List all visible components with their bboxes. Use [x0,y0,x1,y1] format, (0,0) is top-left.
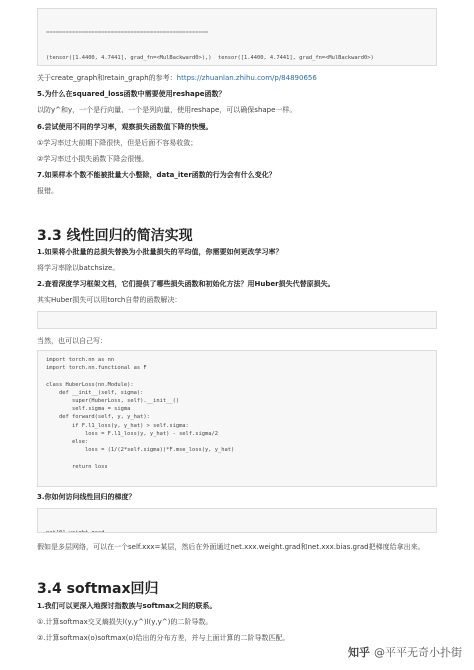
section34-answer-1: ①.计算softmax交叉熵损失l(y,y^)l(y,y^)的二阶导数。 [37,618,213,626]
section33-question-1: 1.如果将小批量的总损失替换为小批量损失的平均值，你需要如何更改学习率？ [37,248,283,256]
code-line: else: [46,439,89,446]
code-line: class HuberLoss(nn.Module): [46,381,134,388]
section33-question-2: 2.查看深度学习框架文档，它们提供了哪些损失函数和初始化方法？用Huber损失代替原损失。 [37,280,335,288]
reference-prefix: 关于create_graph和retain_graph的参考： [37,74,177,82]
question-7: 7.如果样本个数不能被批量大小整除，data_iter函数的行为会有什么变化？ [37,171,276,179]
self-write-note: 当然，也可以自己写： [37,337,107,345]
code-line [46,529,428,533]
code-line: loss = F.l1_loss(y, y_hat) - self.sigma/2 [46,430,219,437]
code-line: import torch.nn.functional as F [46,365,147,372]
zhihu-logo: 知乎 [348,646,370,659]
output-code-block [37,8,437,66]
section33-answer-1: 将学习率除以batchsize。 [37,264,120,272]
section-heading-3-3: 3.3 线性回归的简洁实现 [37,228,193,244]
reference-link[interactable]: https://zhuanlan.zhihu.com/p/84890656 [176,74,317,82]
code-line: def forward(self, y, y_hat): [46,414,150,421]
code-block-huber-loss [37,350,437,487]
code-line [46,372,428,380]
answer-6-item-2: ②学习率过小损失函数下降会很慢。 [37,155,149,163]
section33-answer-3: 假如是多层网络，可以在一个self.xxx=某层，然后在外面通过net.xxx.weight.grad和net.xxx.bias.grad把梯度给拿出来。 [37,543,425,551]
code-line: if F.l1_loss(y, y_hat) > self.sigma: [46,422,189,429]
section34-answer-2: ②.计算softmax(o)softmax(o)给出的分布方差，并与上面计算的二阶导数匹配。 [37,634,290,642]
huber-intro: 其实Huber损失可以用torch自带的函数解决： [37,296,182,304]
code-line: return loss [46,463,108,470]
code-line: self.sigma = sigma [46,406,131,413]
code-block-grad [37,508,437,533]
section-heading-3-4: 3.4 softmax回归 [37,581,159,597]
code-line: loss = (1/(2*self.sigma))*F.mse_loss(y, y_hat) [46,447,235,454]
code-line: def __init__(self, sigma): [46,389,144,396]
answer-5: 以防y^和y，一个是行向量、一个是列向量，使用reshape，可以确保shape一样。 [37,106,297,114]
zhihu-watermark [348,644,462,660]
code-block-smoothl1 [37,311,437,329]
code-line: import torch.nn as nn [46,357,115,363]
question-5: 5.为什么在squared_loss函数中需要使用reshape函数？ [37,90,226,98]
answer-7: 报错。 [37,187,58,195]
section33-question-3: 3.你如何访问线性回归的梯度？ [37,493,136,501]
watermark-author: @平平无奇小扑街 [374,646,462,659]
section34-question-1: 1.我们可以更深入地探讨指数族与softmax之间的联系。 [37,602,217,610]
question-6: 6.尝试使用不同的学习率，观察损失函数值下降的快慢。 [37,123,213,131]
code-line [46,454,428,462]
reference-line [37,73,437,83]
code-output-line: (tensor([1.4400, 4.7441], grad_fn=<MulBackward0>),) tensor([1.4400, 4.7441], grad_fn=<MulBackward0>) [46,55,374,62]
code-line: super(HuberLoss, self).__init__() [46,398,180,405]
code-separator: ================================================== [46,30,209,37]
answer-6-item-1: ①学习率过大前期下降很快，但是后面不容易收敛； [37,139,198,147]
